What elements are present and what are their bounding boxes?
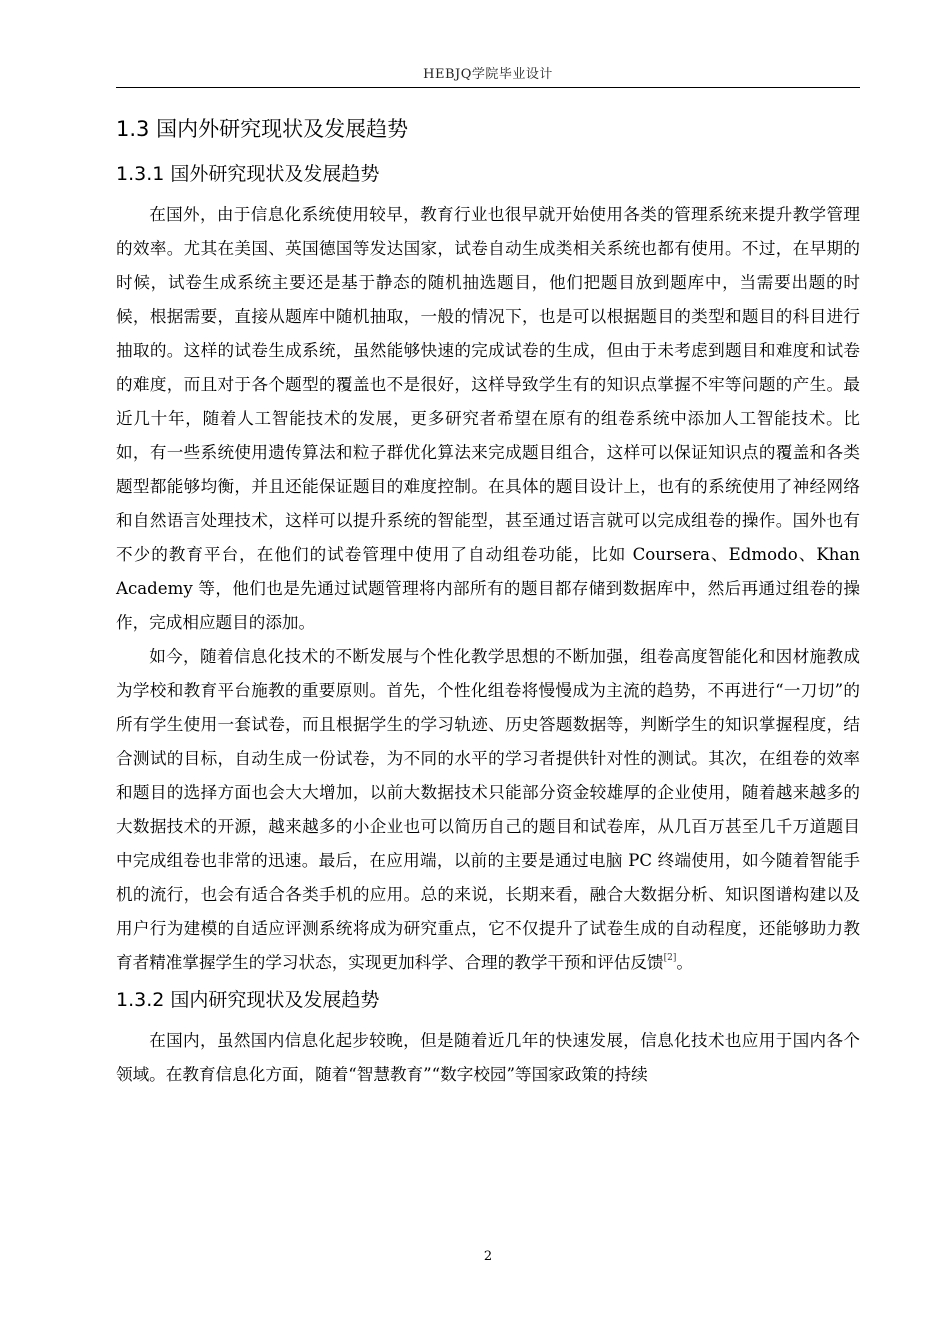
paragraph-current-trends-text: 如今，随着信息化技术的不断发展与个性化教学思想的不断加强，组卷高度智能化和因材施教成为学校和教育平台施教的重要原则。首先，个性化组卷将慢慢成为主流的趋势，不再进行“一刀切”的所有学生使用一套试卷，而且根据学生的学习轨迹、历史答题数据等，判断学生的知识掌握程度，结合测试的目标，自动生成一份试卷，为不同的水平的学习者提供针对性的测试。其次，在组卷的效率和题目的选择方面也会大大增加，以前大数据技术只能部分资金较雄厚的企业使用，随着越来越多的大数据技术的开源，越来越多的小企业也可以简历自己的题目和试卷库，从几百万甚至几千万道题目中完成组卷也非常的迅速。最后，在应用端，以前的主要是通过电脑 PC 终端使用，如今随着智能手机的流行，也会有适合各类手机的应用。总的来说，长期来看，融合大数据分析、知识图谱构建以及用户行为建模的自适应评测系统将成为研究重点，它不仅提升了试卷生成的自动程度，还能够助力教育者精准掌握学生的学习状态，实现更加科学、合理的教学干预和评估反馈 bbox=[116, 647, 860, 972]
section-heading: 1.3 国内外研究现状及发展趋势 bbox=[116, 117, 409, 141]
running-header: HEBJQ学院毕业设计 bbox=[423, 67, 553, 82]
paragraph-domestic-research: 在国内，虽然国内信息化起步较晚，但是随着近几年的快速发展，信息化技术也应用于国内各个领域。在教育信息化方面，随着“智慧教育”“数字校园”等国家政策的持续 bbox=[116, 1031, 860, 1084]
page-number: 2 bbox=[483, 1249, 493, 1264]
subsection-heading-foreign: 1.3.1 国外研究现状及发展趋势 bbox=[116, 163, 380, 185]
citation-reference: [2] bbox=[663, 953, 677, 963]
paragraph-current-trends bbox=[116, 640, 860, 980]
subsection-heading-domestic: 1.3.2 国内研究现状及发展趋势 bbox=[116, 989, 380, 1011]
page-content bbox=[116, 112, 860, 1092]
paragraph-end-punctuation: 。 bbox=[676, 953, 693, 972]
header-rule bbox=[116, 87, 860, 88]
paragraph-foreign-research: 在国外，由于信息化系统使用较早，教育行业也很早就开始使用各类的管理系统来提升教学管理的效率。尤其在美国、英国德国等发达国家，试卷自动生成类相关系统也都有使用。不过，在早期的时候，试卷生成系统主要还是基于静态的随机抽选题目，他们把题目放到题库中，当需要出题的时候，根据需要，直接从题库中随机抽取，一般的情况下，也是可以根据题目的类型和题目的科目进行抽取的。这样的试卷生成系统，虽然能够快速的完成试卷的生成，但由于未考虑到题目和难度和试卷的难度，而且对于各个题型的覆盖也不是很好，这样导致学生有的知识点掌握不牢等问题的产生。最近几十年，随着人工智能技术的发展，更多研究者希望在原有的组卷系统中添加人工智能技术。比如，有一些系统使用遗传算法和粒子群优化算法来完成题目组合，这样可以保证知识点的覆盖和各类题型都能够均衡，并且还能保证题目的难度控制。在具体的题目设计上，也有的系统使用了神经网络和自然语言处理技术，这样可以提升系统的智能型，甚至通过语言就可以完成组卷的操作。国外也有不少的教育平台，在他们的试卷管理中使用了自动组卷功能，比如 Coursera、Edmodo、Khan Academy 等，他们也是先通过试题管理将内部所有的题目都存储到数据库中，然后再通过组卷的操作，完成相应题目的添加。 bbox=[116, 205, 860, 632]
